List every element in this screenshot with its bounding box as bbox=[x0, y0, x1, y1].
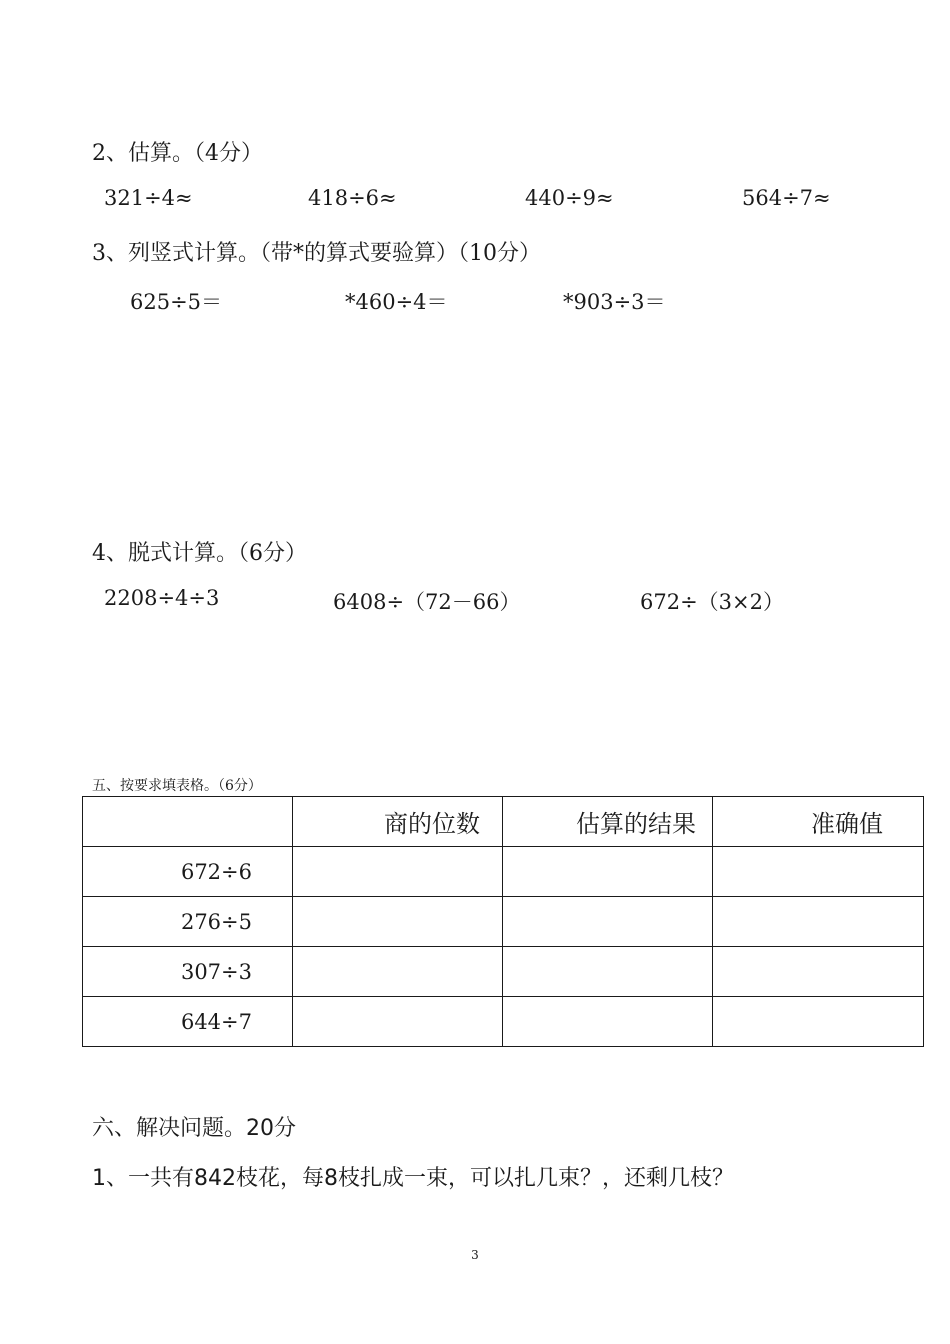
stepwise-expression-1: 2208÷4÷3 bbox=[104, 586, 220, 610]
stepwise-expression-3: 672÷（3×2） bbox=[640, 590, 784, 614]
section-2-title: 2、估算。（4分） bbox=[92, 141, 263, 166]
table-header-empty bbox=[83, 797, 293, 847]
table-cell-blank[interactable] bbox=[293, 847, 503, 897]
problem-1-text: 1、一共有842枝花，每8枝扎成一束，可以扎几束？，还剩几枝？ bbox=[92, 1166, 734, 1191]
table-cell-blank[interactable] bbox=[293, 947, 503, 997]
section-6-title: 六、解决问题。20分 bbox=[92, 1116, 296, 1141]
estimate-expression-2: 418÷6≈ bbox=[308, 186, 397, 210]
fill-table bbox=[82, 796, 924, 1047]
estimate-expression-1: 321÷4≈ bbox=[104, 186, 193, 210]
table-row-expression: 276÷5 bbox=[83, 897, 293, 947]
table-cell-blank[interactable] bbox=[713, 947, 924, 997]
table-row bbox=[83, 897, 924, 947]
table-row bbox=[83, 997, 924, 1047]
table-row-expression: 307÷3 bbox=[83, 947, 293, 997]
table-cell-blank[interactable] bbox=[713, 897, 924, 947]
table-row-expression: 672÷6 bbox=[83, 847, 293, 897]
table-header-exact-value: 准确值 bbox=[713, 797, 924, 847]
section-5-title: 五、按要求填表格。（6分） bbox=[92, 778, 262, 794]
table-header-estimate: 估算的结果 bbox=[503, 797, 713, 847]
table-header-row bbox=[83, 797, 924, 847]
table-cell-blank[interactable] bbox=[503, 897, 713, 947]
page-number: 3 bbox=[471, 1248, 479, 1262]
table-cell-blank[interactable] bbox=[503, 947, 713, 997]
table-cell-blank[interactable] bbox=[503, 997, 713, 1047]
vertical-calc-expression-3: *903÷3＝ bbox=[563, 290, 666, 314]
table-header-quotient-digits: 商的位数 bbox=[293, 797, 503, 847]
estimate-expression-3: 440÷9≈ bbox=[525, 186, 614, 210]
stepwise-expression-2: 6408÷（72－66） bbox=[333, 590, 521, 614]
table-cell-blank[interactable] bbox=[713, 997, 924, 1047]
vertical-calc-expression-2: *460÷4＝ bbox=[345, 290, 448, 314]
section-4-title: 4、脱式计算。（6分） bbox=[92, 541, 307, 566]
table-cell-blank[interactable] bbox=[503, 847, 713, 897]
table-cell-blank[interactable] bbox=[293, 997, 503, 1047]
table-cell-blank[interactable] bbox=[293, 897, 503, 947]
table-row-expression: 644÷7 bbox=[83, 997, 293, 1047]
table-cell-blank[interactable] bbox=[713, 847, 924, 897]
vertical-calc-expression-1: 625÷5＝ bbox=[130, 290, 223, 314]
table-row bbox=[83, 847, 924, 897]
estimate-expression-4: 564÷7≈ bbox=[742, 186, 831, 210]
section-3-title: 3、列竖式计算。（带*的算式要验算）（10分） bbox=[92, 241, 541, 266]
table-row bbox=[83, 947, 924, 997]
